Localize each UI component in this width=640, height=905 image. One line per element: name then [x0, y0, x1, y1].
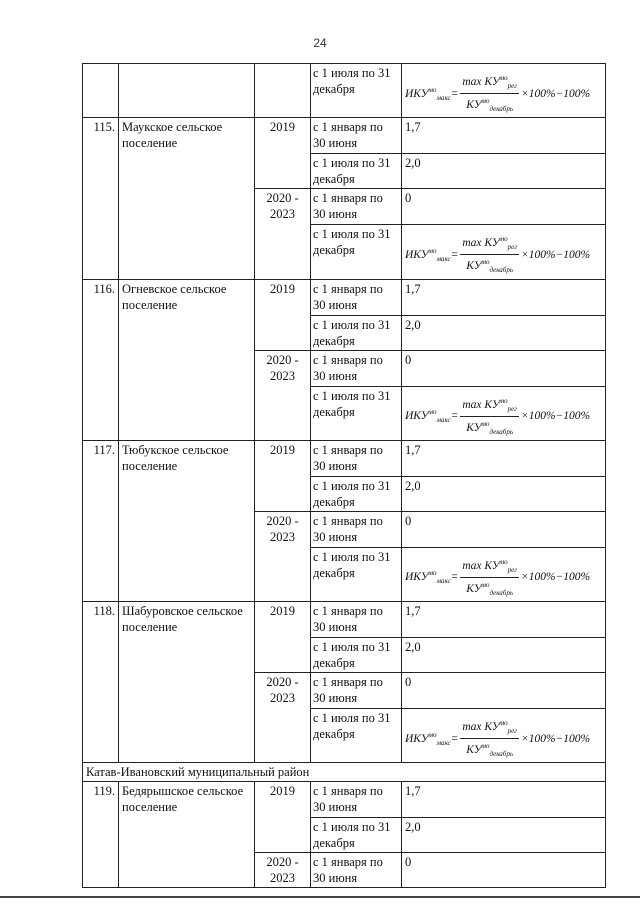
formula-cell [402, 386, 606, 440]
value-cell: 2,0 [402, 154, 606, 189]
formula-lhs: $ИКУ^{мо}_{макс}$ [405, 569, 451, 586]
value-cell: 1,7 [402, 279, 606, 315]
period-cell: с 1 июля по 31 декабря [311, 547, 402, 601]
formula [405, 65, 602, 116]
formula-numerator: $\max КУ^{мо}_{рег}$ [460, 716, 519, 739]
table-row [83, 279, 606, 315]
formula-denominator: $КУ^{мо}_{декабрь}$ [466, 419, 514, 436]
formula-lhs: $ИКУ^{мо}_{макс}$ [405, 85, 451, 102]
formula-tail: ×100%−100% [520, 410, 591, 423]
settlement-name: Тюбукское сельское поселение [119, 440, 255, 601]
period-cell: с 1 июля по 31 декабря [311, 638, 402, 673]
table-row [83, 602, 606, 638]
formula-tail: ×100%−100% [520, 571, 591, 584]
settlement-name: Бедярышское сельское поселение [119, 782, 255, 888]
period-cell: с 1 июля по 31 декабря [311, 225, 402, 279]
tariff-table [82, 63, 606, 888]
settlement-name: Шабуровское сельское поселение [119, 602, 255, 763]
formula-denominator: $КУ^{мо}_{декабрь}$ [466, 258, 514, 275]
formula-denominator: $КУ^{мо}_{декабрь}$ [466, 742, 514, 759]
row-number: 119. [83, 782, 119, 888]
period-cell: с 1 июля по 31 декабря [311, 154, 402, 189]
formula-numerator: $\max КУ^{мо}_{рег}$ [460, 555, 519, 578]
formula-lhs: $ИКУ^{мо}_{макс}$ [405, 730, 451, 747]
formula [405, 388, 602, 439]
value-cell: 0 [402, 350, 606, 386]
formula-equals: = [450, 87, 459, 100]
year-cell: 2019 [255, 279, 311, 350]
period-cell: с 1 января по 30 июня [311, 279, 402, 315]
row-number: 115. [83, 118, 119, 279]
year-cell: 2020 - 2023 [255, 853, 311, 888]
table-row [83, 64, 606, 118]
formula-fraction [460, 71, 519, 116]
period-cell: с 1 июля по 31 декабря [311, 818, 402, 853]
period-cell: с 1 июля по 31 декабря [311, 315, 402, 350]
table-row [83, 782, 606, 818]
year-cell: 2020 - 2023 [255, 511, 311, 601]
year-cell: 2019 [255, 782, 311, 853]
period-cell: с 1 января по 30 июня [311, 673, 402, 709]
row-number: 116. [83, 279, 119, 440]
formula-cell [402, 547, 606, 601]
formula-cell [402, 225, 606, 279]
formula-tail: ×100%−100% [520, 248, 591, 261]
value-cell: 1,7 [402, 118, 606, 154]
value-cell: 0 [402, 853, 606, 888]
formula-denominator: $КУ^{мо}_{декабрь}$ [466, 580, 514, 597]
formula-numerator: $\max КУ^{мо}_{рег}$ [460, 71, 519, 94]
district-header: Катав-Ивановский муниципальный район [83, 763, 606, 782]
formula-tail: ×100%−100% [520, 87, 591, 100]
period-cell: с 1 января по 30 июня [311, 853, 402, 888]
value-cell: 2,0 [402, 818, 606, 853]
formula-numerator: $\max КУ^{мо}_{рег}$ [460, 232, 519, 255]
value-cell: 0 [402, 511, 606, 547]
formula-fraction [460, 716, 519, 761]
row-number: 118. [83, 602, 119, 763]
formula-tail: ×100%−100% [520, 732, 591, 745]
year-cell: 2019 [255, 602, 311, 673]
period-cell: с 1 июля по 31 декабря [311, 64, 402, 118]
period-cell: с 1 января по 30 июня [311, 118, 402, 154]
formula-fraction [460, 232, 519, 277]
value-cell: 2,0 [402, 315, 606, 350]
year-cell: 2020 - 2023 [255, 350, 311, 440]
formula [405, 549, 602, 600]
period-cell: с 1 июля по 31 декабря [311, 476, 402, 511]
formula [405, 226, 602, 277]
formula [405, 710, 602, 761]
table-row [83, 440, 606, 476]
value-cell: 2,0 [402, 638, 606, 673]
value-cell: 0 [402, 189, 606, 225]
period-cell: с 1 января по 30 июня [311, 350, 402, 386]
value-cell: 1,7 [402, 602, 606, 638]
formula-equals: = [450, 732, 459, 745]
formula-fraction [460, 394, 519, 439]
page-bottom-rule [0, 896, 640, 898]
settlement-name: Маукское сельское поселение [119, 118, 255, 279]
period-cell: с 1 июля по 31 декабря [311, 386, 402, 440]
settlement-name: Огневское сельское поселение [119, 279, 255, 440]
period-cell: с 1 января по 30 июня [311, 189, 402, 225]
page-number: 24 [313, 36, 327, 50]
value-cell: 2,0 [402, 476, 606, 511]
formula-fraction [460, 555, 519, 600]
row-number: 117. [83, 440, 119, 601]
year-cell: 2020 - 2023 [255, 673, 311, 763]
formula-cell [402, 709, 606, 763]
formula-numerator: $\max КУ^{мо}_{рег}$ [460, 394, 519, 417]
value-cell: 0 [402, 673, 606, 709]
year-cell: 2019 [255, 118, 311, 189]
table-row [83, 118, 606, 154]
formula-cell [402, 64, 606, 118]
period-cell: с 1 января по 30 июня [311, 782, 402, 818]
value-cell: 1,7 [402, 782, 606, 818]
formula-equals: = [450, 571, 459, 584]
period-cell: с 1 июля по 31 декабря [311, 709, 402, 763]
formula-denominator: $КУ^{мо}_{декабрь}$ [466, 97, 514, 114]
formula-equals: = [450, 410, 459, 423]
period-cell: с 1 января по 30 июня [311, 440, 402, 476]
formula-lhs: $ИКУ^{мо}_{макс}$ [405, 246, 451, 263]
value-cell: 1,7 [402, 440, 606, 476]
year-cell: 2020 - 2023 [255, 189, 311, 279]
year-cell: 2019 [255, 440, 311, 511]
formula-equals: = [450, 248, 459, 261]
formula-lhs: $ИКУ^{мо}_{макс}$ [405, 408, 451, 425]
period-cell: с 1 января по 30 июня [311, 511, 402, 547]
table-row [83, 763, 606, 782]
period-cell: с 1 января по 30 июня [311, 602, 402, 638]
